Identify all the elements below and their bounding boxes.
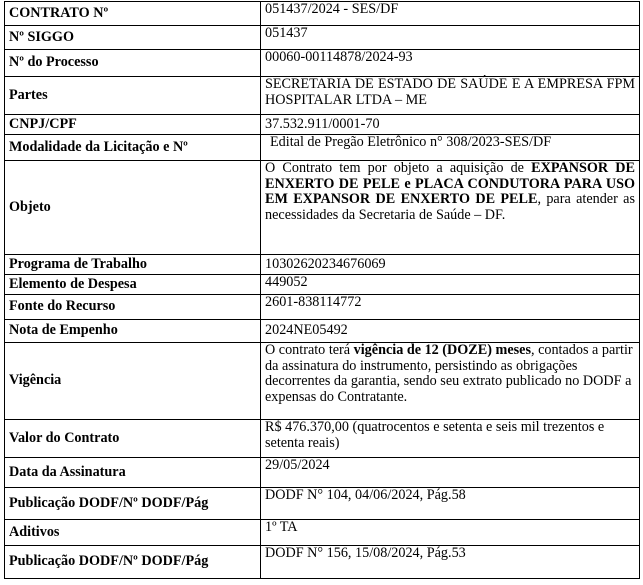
vigencia-text-2: , contados a partir da assinatura do instrumento, persistindo as obrigações decorrentes da garantia, sendo seu extrato publicado no DODF a expensas do Contratante. [265, 342, 633, 405]
row-vigencia [5, 343, 640, 420]
label-vigencia: Vigência [5, 343, 261, 420]
label-publicacao-1: Publicação DODF/Nº DODF/Pág [5, 488, 261, 520]
label-publicacao-2: Publicação DODF/Nº DODF/Pág [5, 546, 261, 579]
objeto-text-2: , para atender as necessidades da Secretaria de Saúde – DF. [265, 191, 635, 223]
label-modalidade: Modalidade da Licitação e Nº [5, 135, 261, 161]
value-publicacao-2 [261, 546, 640, 579]
value-publicacao-1-text: DODF N° 104, 04/06/2024, Pág.58 [265, 487, 466, 503]
label-aditivos: Aditivos [5, 520, 261, 546]
row-empenho [5, 320, 640, 343]
objeto-text-1: O Contrato tem por objeto a aquisição de [265, 160, 532, 176]
value-elemento-text: 449052 [265, 274, 308, 290]
row-cnpj [5, 115, 640, 135]
row-siggo [5, 26, 640, 50]
value-cnpj [261, 115, 640, 135]
row-programa [5, 255, 640, 275]
label-data-assinatura: Data da Assinatura [5, 458, 261, 488]
value-empenho-text: 2024NE05492 [265, 322, 348, 339]
label-valor: Valor do Contrato [5, 420, 261, 458]
value-fonte-text: 2601-838114772 [265, 294, 362, 310]
value-aditivos-text: 1º TA [265, 519, 298, 535]
objeto-text-bold: EXPANSOR DE ENXERTO DE PELE e PLACA CONDUTORA PARA USO EM EXPANSOR DE ENXERTO DE PELE [265, 160, 635, 208]
value-programa-text: 10302620234676069 [265, 255, 386, 272]
label-elemento: Elemento de Despesa [5, 275, 261, 295]
label-fonte: Fonte do Recurso [5, 295, 261, 320]
row-aditivos [5, 520, 640, 546]
row-partes [5, 77, 640, 115]
label-siggo: Nº SIGGO [5, 26, 261, 50]
value-partes [261, 77, 640, 115]
value-fonte [261, 295, 640, 320]
value-contrato-text: 051437/2024 - SES/DF [265, 1, 399, 17]
label-programa: Programa de Trabalho [5, 255, 261, 275]
row-elemento [5, 275, 640, 295]
row-modalidade [5, 135, 640, 161]
value-objeto [261, 161, 640, 255]
value-partes-text: SECRETARIA DE ESTADO DE SAÚDE E A EMPRESA FPM HOSPITALAR LTDA – ME [265, 76, 635, 108]
row-publicacao-1 [5, 488, 640, 520]
value-contrato [261, 2, 640, 26]
row-contrato [5, 2, 640, 26]
value-objeto-text [265, 161, 635, 223]
label-processo: Nº do Processo [5, 50, 261, 77]
value-aditivos [261, 520, 640, 546]
vigencia-text-bold: vigência de 12 (DOZE) meses [353, 342, 531, 358]
value-data-assinatura [261, 458, 640, 488]
row-processo [5, 50, 640, 77]
label-cnpj: CNPJ/CPF [5, 115, 261, 135]
value-modalidade [261, 135, 640, 161]
value-publicacao-2-text: DODF N° 156, 15/08/2024, Pág.53 [265, 545, 466, 561]
label-contrato: CONTRATO Nº [5, 2, 261, 26]
row-fonte [5, 295, 640, 320]
value-elemento [261, 275, 640, 295]
value-siggo-text: 051437 [265, 25, 308, 41]
value-valor-text: R$ 476.370,00 (quatrocentos e setenta e seis mil trezentos e setenta reais) [265, 419, 605, 451]
value-programa [261, 255, 640, 275]
value-valor [261, 420, 640, 458]
label-empenho: Nota de Empenho [5, 320, 261, 343]
value-cnpj-text: 37.532.911/0001-70 [265, 115, 380, 132]
row-valor [5, 420, 640, 458]
row-publicacao-2 [5, 546, 640, 579]
value-processo [261, 50, 640, 77]
value-data-assinatura-text: 29/05/2024 [265, 457, 330, 473]
value-vigencia [261, 343, 640, 420]
label-partes: Partes [5, 77, 261, 115]
value-processo-text: 00060-00114878/2024-93 [265, 49, 413, 65]
value-vigencia-text [265, 343, 635, 405]
value-publicacao-1 [261, 488, 640, 520]
vigencia-text-1: O contrato terá [265, 342, 354, 358]
value-modalidade-text: Edital de Pregão Eletrônico n° 308/2023-SES/DF [270, 134, 552, 150]
row-objeto [5, 161, 640, 255]
row-data-assinatura [5, 458, 640, 488]
label-objeto: Objeto [5, 161, 261, 255]
value-empenho [261, 320, 640, 343]
value-siggo [261, 26, 640, 50]
contract-summary-table [4, 1, 640, 579]
